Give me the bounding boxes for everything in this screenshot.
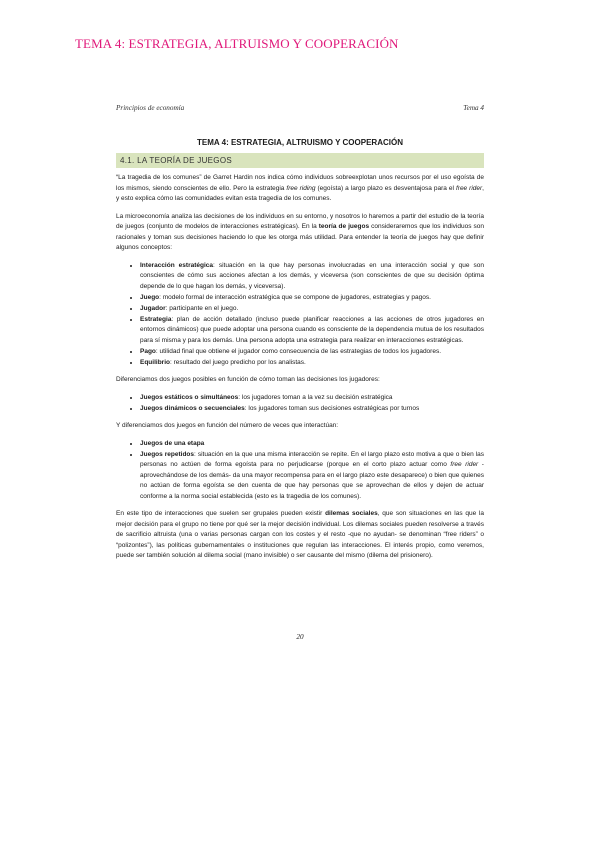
list-item: • Equilibrio: resultado del juego predicho por los analistas. — [140, 358, 484, 369]
list-item: • Interacción estratégica: situación en la que hay personas involucradas en una interacción social y que son conscientes de cómo sus acciones afectan a los demás, y viceversa (son conscientes de que su decisión óptima depende de lo que hagan los demás, y viceversa). — [140, 261, 484, 293]
running-header-right: Tema 4 — [463, 104, 484, 112]
list-item: • Juegos dinámicos o secuenciales: los jugadores toman sus decisiones estratégicas por turnos — [140, 404, 484, 415]
list-item: • Juegos estáticos o simultáneos: los jugadores toman a la vez su decisión estratégica — [140, 393, 484, 404]
list-item: • Pago: utilidad final que obtiene el jugador como consecuencia de las estrategias de todos los jugadores. — [140, 347, 484, 358]
section-heading: 4.1. LA TEORÍA DE JUEGOS — [116, 153, 484, 168]
paragraph-tragedy: “La tragedia de los comunes” de Garret Hardin nos indica cómo individuos sobreexplotan unos recursos por el uso egoísta de los mismos, siendo conscientes de ello. Pero la estrategia free riding (egoísta) a largo plazo es desventajosa para el free rider, y esto explica cómo las comunidades evitan esta tragedia de los comunes. — [116, 174, 484, 202]
paragraph-game-theory: La microeconomía analiza las decisiones de los individuos en su entorno, y nosotros lo haremos a partir del estudio de la teoría de juegos (conjunto de modelos de interacciones estratégicas). En la teoría de juegos consideraremos que los individuos son racionales y toman sus decisiones haciendo lo que les otorga más utilidad. Para entender la teoría de juegos hay que definir algunos conceptos: — [116, 212, 484, 251]
list-item: • Jugador: participante en el juego. — [140, 304, 484, 315]
list-item: • Estrategia: plan de acción detallado (incluso puede planificar reacciones a las acciones de otros jugadores en entornos dinámicos) que puede adoptar una persona cuando es consciente de la dependencia mutua de los resultados para sí misma y para los demás. Una persona adopta una estrategia para realizar en interacciones estratégicas. — [140, 315, 484, 347]
running-header-left: Principios de economía — [116, 104, 185, 112]
document-body — [116, 173, 484, 569]
paragraph-repetition-types: Y diferenciamos dos juegos en función del número de veces que interactúan: — [116, 422, 339, 429]
concepts-list — [116, 261, 484, 369]
repetition-games-list — [116, 439, 484, 503]
page-title: TEMA 4: ESTRATEGIA, ALTRUISMO Y COOPERACIÓN — [197, 138, 403, 147]
paragraph-decision-types: Diferenciamos dos juegos posibles en función de cómo toman las decisiones los jugadores: — [116, 376, 380, 383]
list-item: • Juegos de una etapa — [140, 439, 484, 450]
paragraph-social-dilemmas: En este tipo de interacciones que suelen ser grupales pueden existir dilemas sociales, que son situaciones en las que la mejor decisión para el grupo no tiene por qué ser la mejor decisión individual. Los dilemas sociales pueden resolverse a través de sacrificio altruista (una o varias personas cargan con los costes y el resto -que no ayudan- se denominan “free riders” o “polizontes”), las políticas gubernamentales o instituciones que regulan las interacciones. El interés propio, como veremos, puede ser también solución al dilema social (mano invisible) o ser causante del mismo (dilema del prisionero). — [116, 510, 484, 559]
running-header — [116, 104, 484, 112]
document-top-title: TEMA 4: ESTRATEGIA, ALTRUISMO Y COOPERACIÓN — [75, 36, 399, 51]
list-item: • Juegos repetidos: situación en la que una misma interacción se repite. En el largo plazo esto motiva a que o bien las personas no actúen de forma egoísta para no perjudicarse (porque en el corto plazo actuar como free rider -aprovechándose de los demás- da una mayor recompensa para en el largo plazo este desaparece) o bien que quienes no actúan de forma egoísta se den cuenta de que hay personas que se aprovechan de ellos y dejen de actuar conforme a la norma social establecida (esto es la tragedia de los comunes). — [140, 450, 484, 503]
page-number: 20 — [296, 633, 304, 641]
decision-games-list — [116, 393, 484, 415]
list-item: • Juego: modelo formal de interacción estratégica que se compone de jugadores, estrategias y pagos. — [140, 293, 484, 304]
